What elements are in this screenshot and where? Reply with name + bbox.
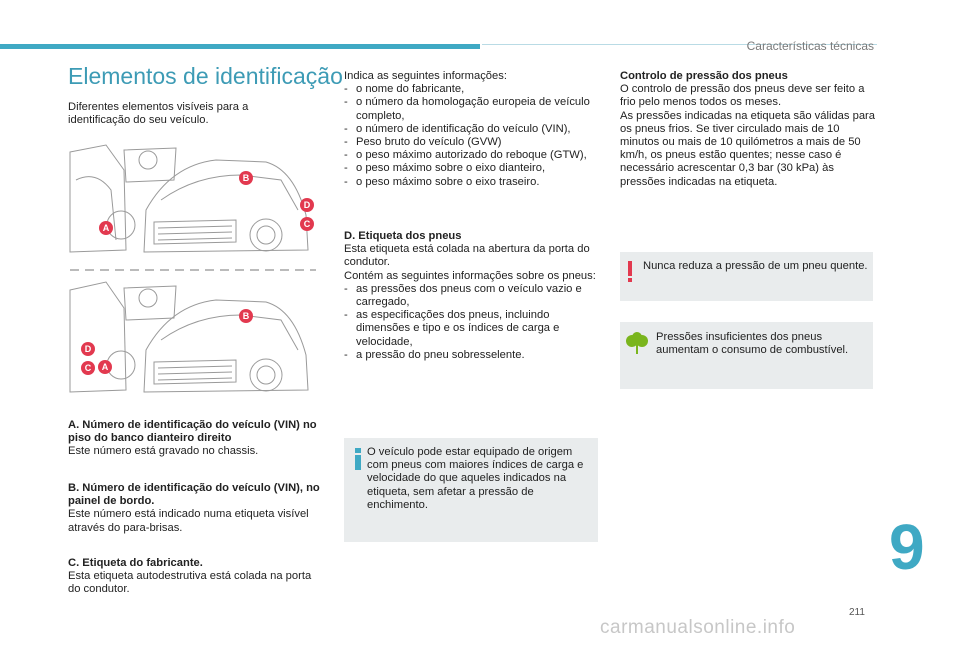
item-d-list bbox=[344, 283, 599, 362]
info-note-box bbox=[344, 438, 598, 542]
label-info bbox=[344, 70, 599, 189]
marker-c-top-label: C bbox=[303, 219, 311, 229]
list-item: - Peso bruto do veículo (GVW) bbox=[344, 136, 599, 149]
label-info-intro: Indica as seguintes informações: bbox=[344, 70, 507, 82]
info-note-text: O veículo pode estar equipado de origem com pneus com maiores índices de carga e velocidade do que aqueles indicados na etiqueta, sem afetar a pressão de enchimento. bbox=[367, 446, 584, 511]
item-c bbox=[68, 557, 326, 597]
item-d-text2: Contém as seguintes informações sobre os pneus: bbox=[344, 269, 596, 282]
list-item: - o número da homologação europeia de veículo completo, bbox=[344, 96, 599, 122]
item-b-text: Este número está indicado numa etiqueta visível através do para-brisas. bbox=[68, 508, 309, 534]
page-title: Elementos de identificação bbox=[68, 63, 343, 89]
section-title: Características técnicas bbox=[746, 39, 874, 53]
list-item: - as especificações dos pneus, incluindo dimensões e tipo e os índices de carga e velocidade, bbox=[344, 309, 599, 349]
leaf-icon bbox=[625, 332, 649, 354]
chapter-number: 9 bbox=[889, 511, 925, 583]
vehicle-illustration bbox=[66, 140, 324, 402]
warning-icon bbox=[626, 261, 634, 283]
list-item: - o nome do fabricante, bbox=[344, 83, 599, 96]
marker-c-bottom-label: C bbox=[84, 363, 92, 373]
eco-box bbox=[620, 322, 873, 389]
marker-b-top-label: B bbox=[242, 173, 250, 183]
pressure-control-text1: O controlo de pressão dos pneus deve ser feito a frio pelo menos todos os meses. bbox=[620, 83, 865, 109]
item-a-title: A. Número de identificação do veículo (VIN) no piso do banco dianteiro direito bbox=[68, 419, 317, 445]
item-d-text1: Esta etiqueta está colada na abertura da porta do condutor. bbox=[344, 243, 590, 269]
item-b bbox=[68, 482, 326, 535]
list-item: - a pressão do pneu sobresselente. bbox=[344, 349, 599, 362]
header-bar bbox=[0, 44, 480, 49]
label-info-list bbox=[344, 83, 599, 189]
list-item: - o número de identificação do veículo (VIN), bbox=[344, 123, 599, 136]
item-c-title: C. Etiqueta do fabricante. bbox=[68, 557, 203, 569]
list-item: - o peso máximo sobre o eixo traseiro. bbox=[344, 176, 599, 189]
marker-b-bottom-label: B bbox=[242, 311, 250, 321]
car-drawing bbox=[66, 140, 324, 402]
warning-box bbox=[620, 252, 873, 301]
watermark: carmanualsonline.info bbox=[600, 617, 796, 638]
item-d-title: D. Etiqueta dos pneus bbox=[344, 230, 462, 242]
marker-a-top-label: A bbox=[102, 223, 110, 233]
pressure-control-title: Controlo de pressão dos pneus bbox=[620, 70, 788, 82]
marker-d-bottom-label: D bbox=[84, 344, 92, 354]
eco-text: Pressões insuficientes dos pneus aumentam o consumo de combustível. bbox=[656, 331, 849, 357]
page-number: 211 bbox=[849, 607, 865, 618]
list-item: - as pressões dos pneus com o veículo vazio e carregado, bbox=[344, 283, 599, 309]
list-item: - o peso máximo sobre o eixo dianteiro, bbox=[344, 162, 599, 175]
pressure-control-text2: As pressões indicadas na etiqueta são válidas para os pneus frios. Se tiver circulado mais de 10 minutos ou mais de 10 quilómetros a mais de 50 km/h, os pneus estão quentes; nesse caso é necessário acrescentar 0,3 bar (30 kPa) às pressões indicadas na etiqueta. bbox=[620, 109, 875, 188]
item-a bbox=[68, 419, 326, 459]
item-a-text: Este número está gravado no chassis. bbox=[68, 445, 259, 458]
intro-text: Diferentes elementos visíveis para a identificação do seu veículo. bbox=[68, 101, 249, 127]
warning-text: Nunca reduza a pressão de um pneu quente. bbox=[643, 260, 868, 272]
item-d bbox=[344, 230, 599, 362]
marker-a-bottom-label: A bbox=[101, 362, 109, 372]
item-c-text: Esta etiqueta autodestrutiva está colada na porta do condutor. bbox=[68, 570, 312, 596]
pressure-control bbox=[620, 70, 875, 189]
marker-d-top-label: D bbox=[303, 200, 311, 210]
list-item: - o peso máximo autorizado do reboque (GTW), bbox=[344, 149, 599, 162]
item-b-title: B. Número de identificação do veículo (VIN), no painel de bordo. bbox=[68, 482, 320, 508]
info-icon bbox=[352, 448, 364, 470]
